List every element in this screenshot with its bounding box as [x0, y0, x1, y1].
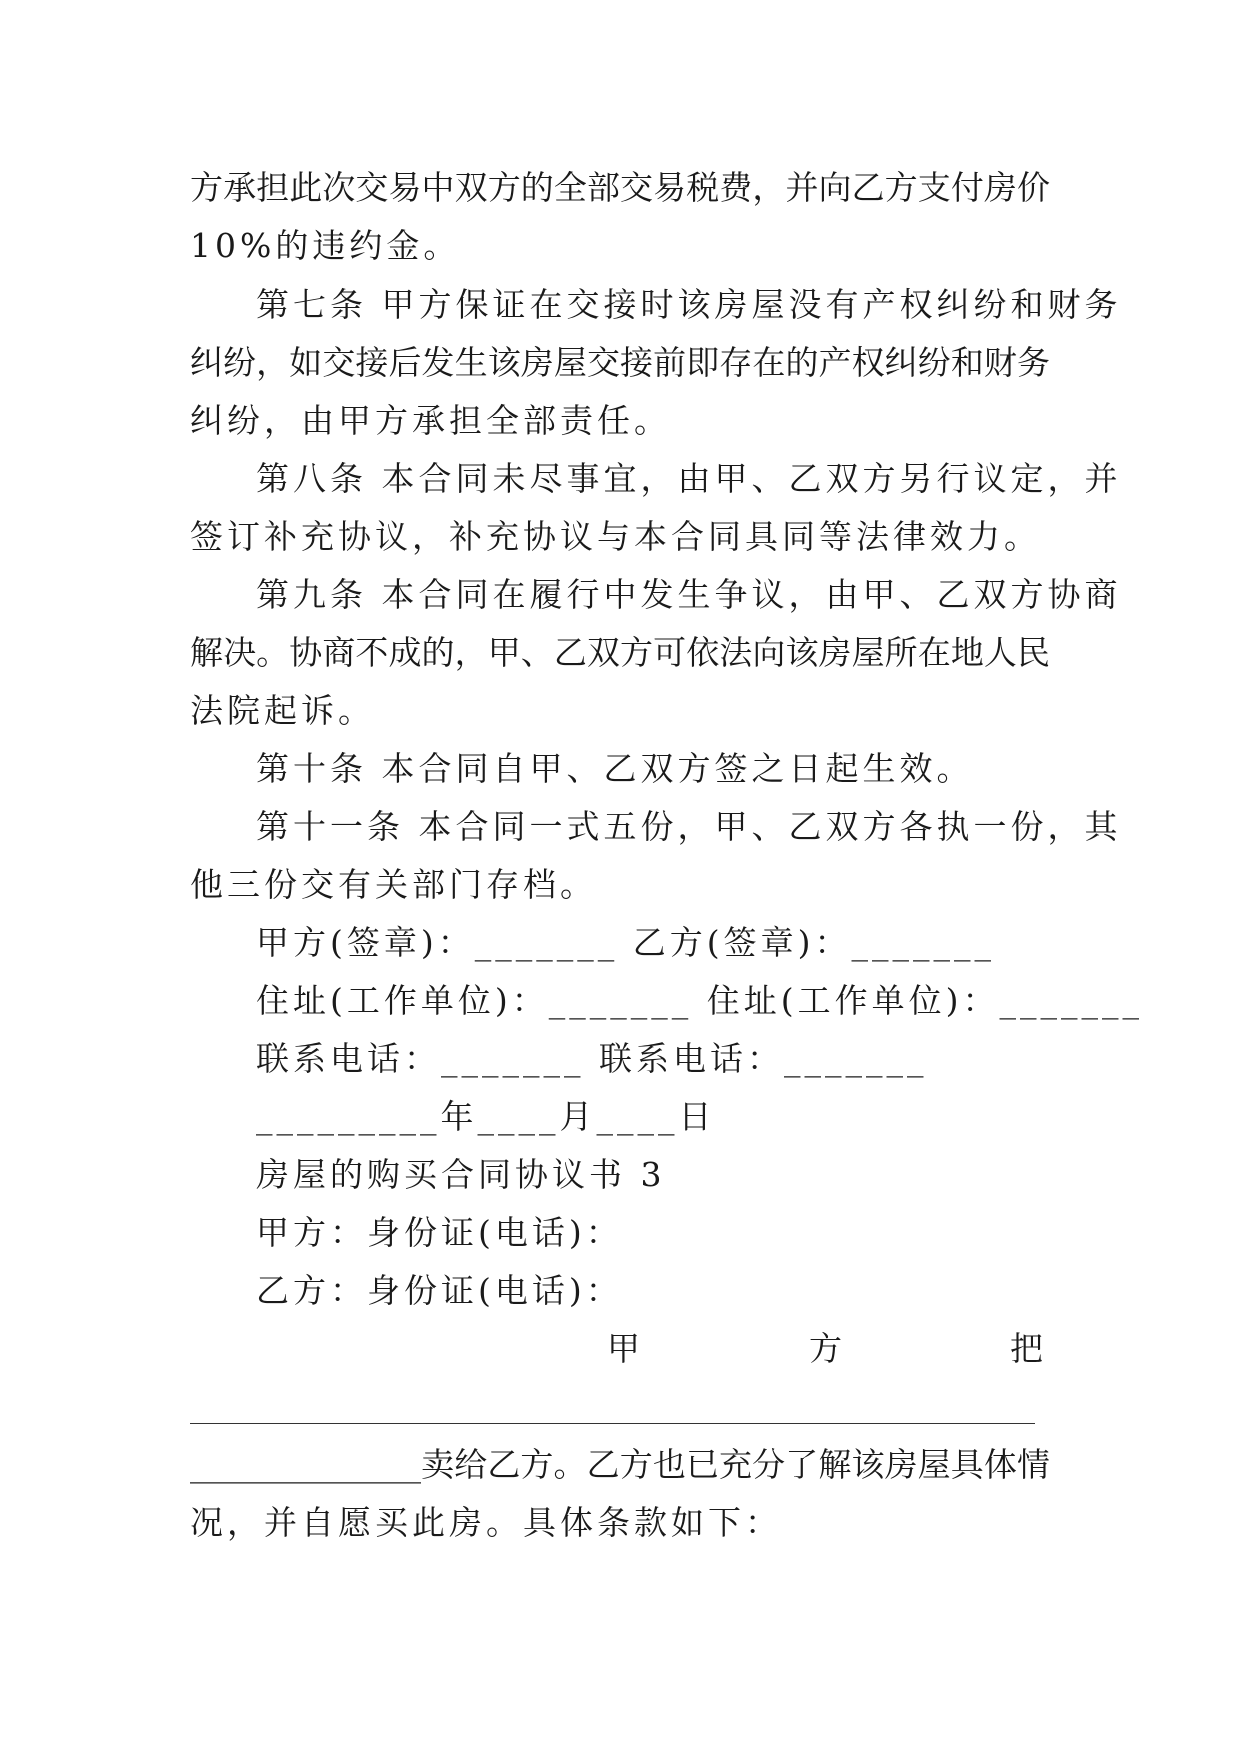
phone-line: 联系电话：_______ 联系电话：_______	[256, 1039, 928, 1078]
signature-line: 甲方(签章)：_______ 乙方(签章)：_______	[256, 923, 995, 962]
clause-7-heading-line: 第七条 甲方保证在交接时该房屋没有产权纠纷和财务	[256, 285, 1122, 324]
paragraph-line: 方承担此次交易中双方的全部交易税费，并向乙方支付房价	[190, 168, 1050, 207]
paragraph-line: 解决。协商不成的，甲、乙双方可依法向该房屋所在地人民	[190, 633, 1050, 672]
spread-word: 方	[809, 1329, 846, 1368]
address-line: 住址(工作单位)：_______ 住址(工作单位)：_______	[256, 981, 1143, 1020]
paragraph-line: 他三份交有关部门存档。	[190, 865, 597, 904]
paragraph-line: 法院起诉。	[190, 691, 375, 730]
clause-10-line: 第十条 本合同自甲、乙双方签之日起生效。	[256, 749, 974, 788]
clause-8-heading-line: 第八条 本合同未尽事宜，由甲、乙双方另行议定，并	[256, 459, 1122, 498]
clause-9-heading-line: 第九条 本合同在履行中发生争议，由甲、乙双方协商	[256, 575, 1122, 614]
paragraph-line: 况，并自愿买此房。具体条款如下：	[190, 1503, 782, 1542]
paragraph-line: 签订补充协议，补充协议与本合同具同等法律效力。	[190, 517, 1041, 556]
spread-word: 把	[1010, 1329, 1047, 1368]
paragraph-line: 10%的违约金。	[190, 226, 461, 265]
party-a-line: 甲方：身份证(电话)：	[256, 1213, 623, 1252]
spread-word: 甲	[607, 1329, 644, 1368]
blank-underline	[190, 1423, 1035, 1424]
paragraph-line: ______________卖给乙方。乙方也已充分了解该房屋具体情	[190, 1445, 1050, 1484]
paragraph-line: 纠纷，如交接后发生该房屋交接前即存在的产权纠纷和财务	[190, 343, 1050, 382]
party-b-line: 乙方：身份证(电话)：	[256, 1271, 623, 1310]
date-line: _________年____月____日	[256, 1097, 716, 1136]
clause-11-heading-line: 第十一条 本合同一式五份，甲、乙双方各执一份，其	[256, 807, 1122, 846]
paragraph-line: 纠纷，由甲方承担全部责任。	[190, 401, 671, 440]
document-title: 房屋的购买合同协议书 3	[256, 1155, 666, 1194]
